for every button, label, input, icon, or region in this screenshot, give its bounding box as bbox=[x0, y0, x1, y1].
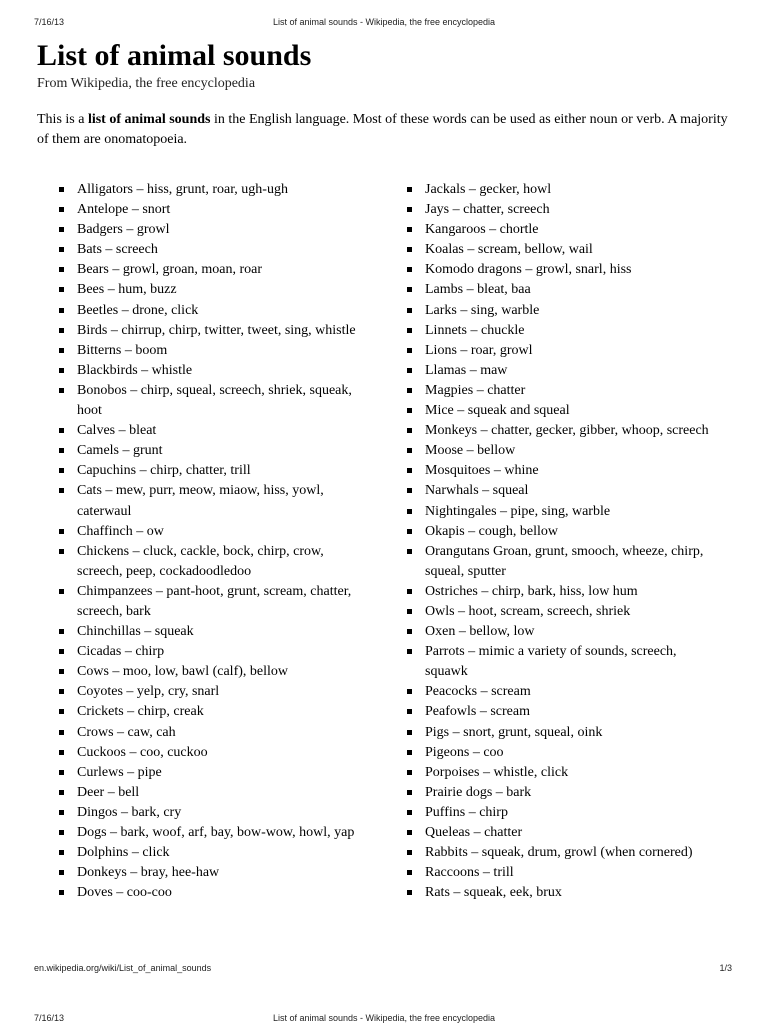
list-item: Puffins – chirp bbox=[405, 803, 715, 823]
list-item: Crows – caw, cah bbox=[57, 723, 357, 743]
list-item: Jackals – gecker, howl bbox=[405, 180, 715, 200]
page-title: List of animal sounds bbox=[37, 39, 312, 72]
list-item: Cows – moo, low, bawl (calf), bellow bbox=[57, 662, 357, 682]
list-item: Blackbirds – whistle bbox=[57, 361, 357, 381]
intro-bold-link[interactable]: list of animal sounds bbox=[87, 112, 211, 127]
next-page-header bbox=[0, 1013, 768, 1025]
list-item: Cuckoos – coo, cuckoo bbox=[57, 743, 357, 763]
list-item: Pigeons – coo bbox=[405, 743, 715, 763]
next-print-date: 7/16/13 bbox=[34, 1013, 65, 1023]
list-item: Jays – chatter, screech bbox=[405, 200, 715, 220]
list-item: Kangaroos – chortle bbox=[405, 220, 715, 240]
intro-paragraph bbox=[37, 110, 737, 150]
list-item: Peafowls – scream bbox=[405, 702, 715, 722]
list-item: Raccoons – trill bbox=[405, 863, 715, 883]
list-item: Parrots – mimic a variety of sounds, screech, squawk bbox=[405, 642, 715, 682]
list-item: Larks – sing, warble bbox=[405, 301, 715, 321]
list-item: Chimpanzees – pant-hoot, grunt, scream, chatter, screech, bark bbox=[57, 582, 357, 622]
list-item: Lambs – bleat, baa bbox=[405, 280, 715, 300]
list-item: Bears – growl, groan, moan, roar bbox=[57, 260, 357, 280]
list-item: Porpoises – whistle, click bbox=[405, 763, 715, 783]
list-item: Queleas – chatter bbox=[405, 823, 715, 843]
list-item: Bonobos – chirp, squeal, screech, shriek, squeak, hoot bbox=[57, 381, 357, 421]
list-item: Rabbits – squeak, drum, growl (when cornered) bbox=[405, 843, 715, 863]
list-item: Koalas – scream, bellow, wail bbox=[405, 240, 715, 260]
list-item: Curlews – pipe bbox=[57, 763, 357, 783]
list-item: Donkeys – bray, hee-haw bbox=[57, 863, 357, 883]
animal-list-right bbox=[405, 180, 715, 903]
list-item: Chinchillas – squeak bbox=[57, 622, 357, 642]
list-item: Linnets – chuckle bbox=[405, 321, 715, 341]
list-item: Dogs – bark, woof, arf, bay, bow-wow, howl, yap bbox=[57, 823, 357, 843]
list-item: Calves – bleat bbox=[57, 421, 357, 441]
list-item: Okapis – cough, bellow bbox=[405, 522, 715, 542]
list-item: Birds – chirrup, chirp, twitter, tweet, sing, whistle bbox=[57, 321, 357, 341]
list-item: Coyotes – yelp, cry, snarl bbox=[57, 682, 357, 702]
list-item: Crickets – chirp, creak bbox=[57, 702, 357, 722]
print-page-number: 1/3 bbox=[719, 963, 732, 973]
list-item: Bitterns – boom bbox=[57, 341, 357, 361]
list-item: Antelope – snort bbox=[57, 200, 357, 220]
list-item: Monkeys – chatter, gecker, gibber, whoop, screech bbox=[405, 421, 715, 441]
list-item: Orangutans Groan, grunt, smooch, wheeze, chirp, squeal, sputter bbox=[405, 542, 715, 582]
list-item: Cicadas – chirp bbox=[57, 642, 357, 662]
print-date: 7/16/13 bbox=[34, 17, 65, 27]
intro-suffix: in the English language. Most of these words can be used as either noun or verb. A majority of them are onomatopoeia. bbox=[37, 112, 728, 147]
list-item: Owls – hoot, scream, screech, shriek bbox=[405, 602, 715, 622]
list-item: Peacocks – scream bbox=[405, 682, 715, 702]
list-item: Alligators – hiss, grunt, roar, ugh-ugh bbox=[57, 180, 357, 200]
intro-prefix: This is a bbox=[37, 112, 88, 127]
list-item: Chickens – cluck, cackle, bock, chirp, crow, screech, peep, cockadoodledoo bbox=[57, 542, 357, 582]
list-item: Llamas – maw bbox=[405, 361, 715, 381]
print-page-title: List of animal sounds - Wikipedia, the free encyclopedia bbox=[272, 17, 496, 27]
list-item: Magpies – chatter bbox=[405, 381, 715, 401]
list-item: Prairie dogs – bark bbox=[405, 783, 715, 803]
list-item: Mice – squeak and squeal bbox=[405, 401, 715, 421]
list-item: Moose – bellow bbox=[405, 441, 715, 461]
list-item: Oxen – bellow, low bbox=[405, 622, 715, 642]
list-item: Beetles – drone, click bbox=[57, 301, 357, 321]
list-item: Dingos – bark, cry bbox=[57, 803, 357, 823]
list-item: Lions – roar, growl bbox=[405, 341, 715, 361]
list-item: Cats – mew, purr, meow, miaow, hiss, yowl, caterwaul bbox=[57, 481, 357, 521]
list-item: Nightingales – pipe, sing, warble bbox=[405, 502, 715, 522]
list-item: Komodo dragons – growl, snarl, hiss bbox=[405, 260, 715, 280]
list-item: Ostriches – chirp, bark, hiss, low hum bbox=[405, 582, 715, 602]
list-item: Chaffinch – ow bbox=[57, 522, 357, 542]
print-footer bbox=[0, 963, 768, 975]
list-item: Narwhals – squeal bbox=[405, 481, 715, 501]
animal-list-left bbox=[57, 180, 357, 903]
list-item: Pigs – snort, grunt, squeal, oink bbox=[405, 723, 715, 743]
list-item: Doves – coo-coo bbox=[57, 883, 357, 903]
list-item: Mosquitoes – whine bbox=[405, 461, 715, 481]
list-item: Dolphins – click bbox=[57, 843, 357, 863]
list-item: Bees – hum, buzz bbox=[57, 280, 357, 300]
list-item: Camels – grunt bbox=[57, 441, 357, 461]
list-item: Capuchins – chirp, chatter, trill bbox=[57, 461, 357, 481]
page-subtitle: From Wikipedia, the free encyclopedia bbox=[37, 76, 256, 91]
print-header bbox=[0, 17, 768, 29]
next-print-page-title: List of animal sounds - Wikipedia, the free encyclopedia bbox=[272, 1013, 496, 1023]
list-item: Bats – screech bbox=[57, 240, 357, 260]
print-url: en.wikipedia.org/wiki/List_of_animal_sounds bbox=[34, 963, 212, 973]
list-item: Deer – bell bbox=[57, 783, 357, 803]
list-item: Badgers – growl bbox=[57, 220, 357, 240]
list-item: Rats – squeak, eek, brux bbox=[405, 883, 715, 903]
